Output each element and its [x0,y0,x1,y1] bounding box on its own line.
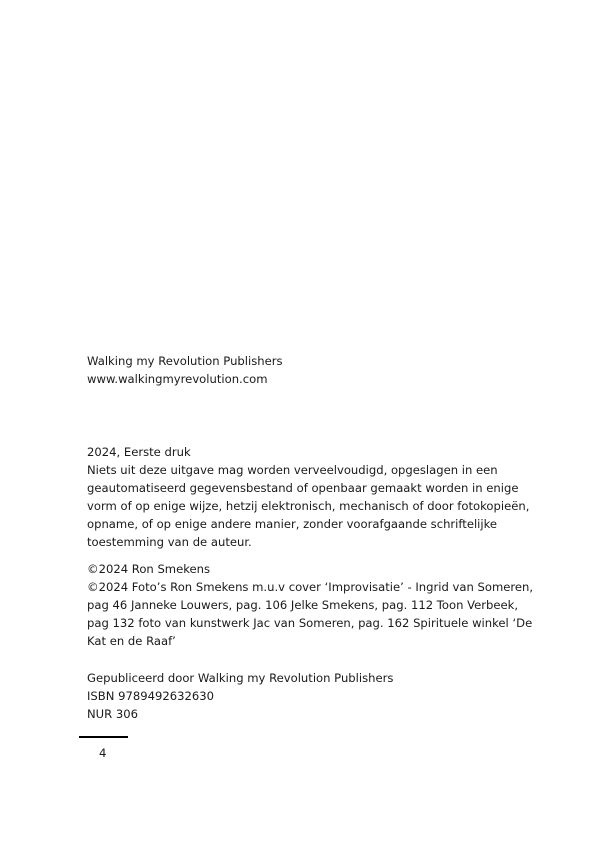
rights-notice-line: opname, of op enige andere manier, zonder voorafgaande schriftelijke [87,517,498,531]
publisher-name: Walking my Revolution Publishers [87,354,283,368]
isbn: ISBN 9789492632630 [87,689,214,703]
footer-rule [79,736,128,738]
photo-credit-line: pag 46 Janneke Louwers, pag. 106 Jelke Smekens, pag. 112 Toon Verbeek, [87,598,519,612]
publisher-website: www.walkingmyrevolution.com [87,372,268,386]
edition-block [87,443,547,551]
copyright-author: ©2024 Ron Smekens [87,562,211,576]
page-number: 4 [99,746,107,760]
photo-credit-line: Kat en de Raaf’ [87,634,176,648]
photo-credit-line: ©2024 Foto’s Ron Smekens m.u.v cover ‘Improvisatie’ - Ingrid van Someren, [87,580,534,594]
publisher-block [87,352,547,388]
rights-notice-line: vorm of op enige wijze, hetzij elektronisch, mechanisch of door fotokopieën, [87,499,530,513]
published-by: Gepubliceerd door Walking my Revolution Publishers [87,671,394,685]
nur-code: NUR 306 [87,707,139,721]
edition-heading: 2024, Eerste druk [87,445,191,459]
copyright-block [87,560,547,650]
publication-block [87,669,547,723]
rights-notice-line: geautomatiseerd gegevensbestand of openbaar gemaakt worden in enige [87,481,519,495]
rights-notice-line: Niets uit deze uitgave mag worden verveelvoudigd, opgeslagen in een [87,463,498,477]
photo-credit-line: pag 132 foto van kunstwerk Jac van Someren, pag. 162 Spirituele winkel ‘De [87,616,533,630]
rights-notice-line: toestemming van de auteur. [87,535,252,549]
